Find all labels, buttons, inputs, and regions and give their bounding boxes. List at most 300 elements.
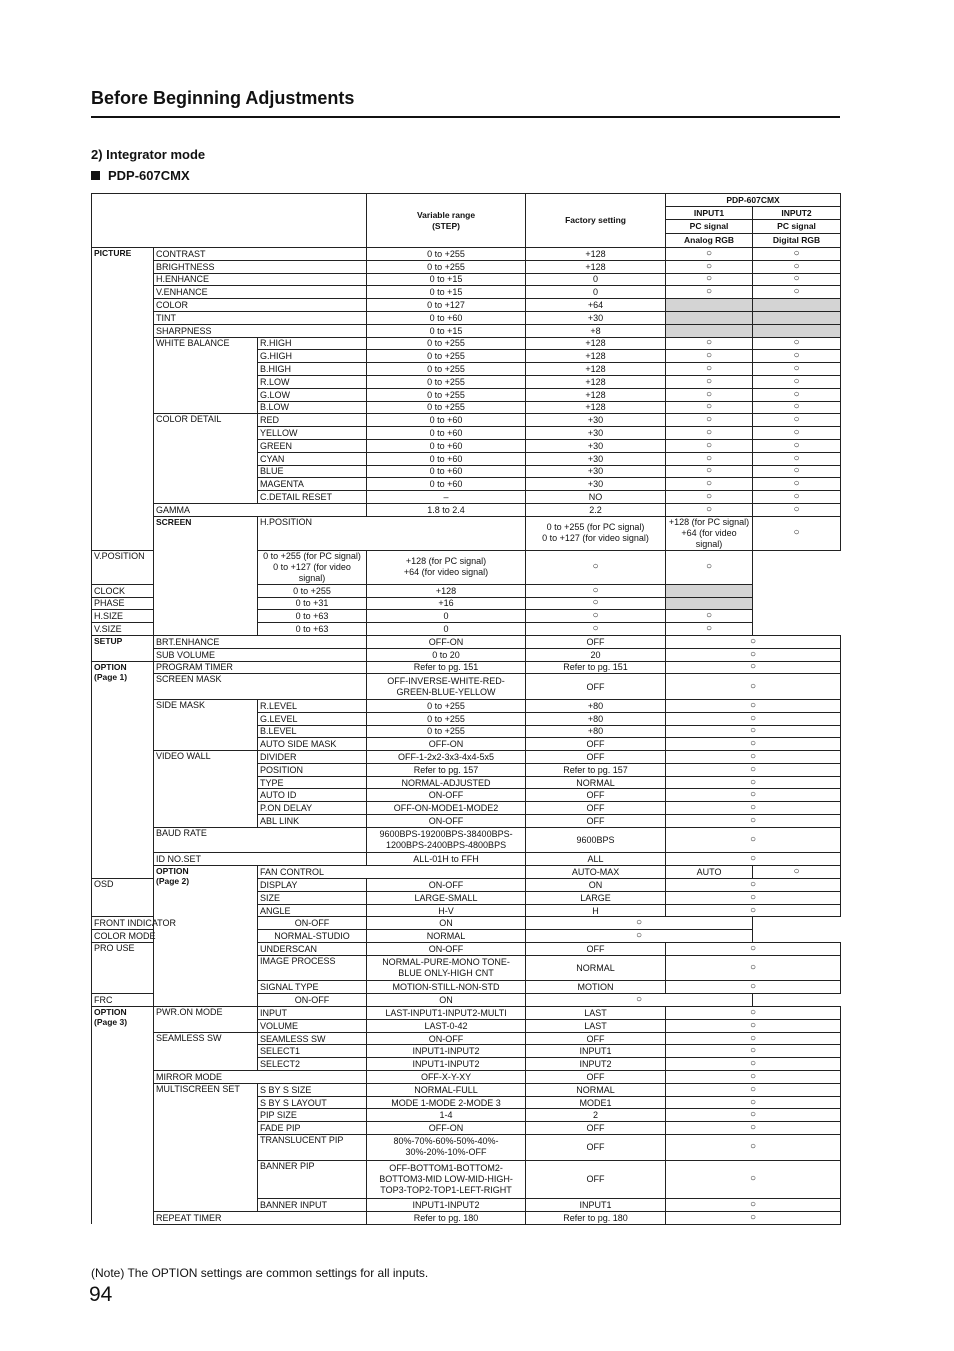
- setting-name: FADE PIP: [258, 1122, 367, 1135]
- setting-range: 0 to +15: [367, 324, 526, 337]
- setting-range: OFF-ON: [367, 1122, 526, 1135]
- setting-factory: +64: [526, 299, 666, 312]
- setting-group-seamless-sw: SEAMLESS SW: [154, 1032, 258, 1070]
- setting-range: 1-4: [367, 1109, 526, 1122]
- setting-group-side-mask: SIDE MASK: [154, 699, 258, 750]
- input1-circle-icon: ○: [666, 401, 753, 414]
- input1-circle-icon: ○: [666, 465, 753, 478]
- setting-group-pro-use: PRO USE: [92, 943, 154, 994]
- setting-range: 0 to +255: [367, 350, 526, 363]
- input2-circle-icon: ○: [753, 503, 841, 516]
- setting-group-video-wall: VIDEO WALL: [154, 751, 258, 828]
- setting-factory: LAST: [526, 1007, 666, 1020]
- setting-range: NORMAL-FULL: [367, 1083, 526, 1096]
- setting-factory: OFF: [526, 635, 666, 648]
- setting-range: 0 to +60: [367, 452, 526, 465]
- setting-range: ON-OFF: [367, 879, 526, 892]
- setting-factory: +80: [526, 725, 666, 738]
- setting-range: 0 to +255: [367, 337, 526, 350]
- setting-name: SUB VOLUME: [154, 648, 367, 661]
- table-row: [92, 917, 841, 930]
- input2-circle-icon: ○: [753, 414, 841, 427]
- setting-factory: +30: [526, 439, 666, 452]
- setting-factory: MODE1: [526, 1096, 666, 1109]
- input2-circle-icon: ○: [753, 427, 841, 440]
- setting-factory: +128: [526, 260, 666, 273]
- setting-range: 0 to 20: [367, 648, 526, 661]
- setting-name: V.POSITION: [92, 550, 258, 584]
- setting-factory: LAST: [526, 1019, 666, 1032]
- input1-circle-icon: ○: [666, 478, 753, 491]
- setting-group-color-detail: COLOR DETAIL: [154, 414, 258, 504]
- setting-range: 0 to +255: [367, 725, 526, 738]
- setting-group-multiscreen-set: MULTISCREEN SET: [154, 1083, 258, 1211]
- common-circle-icon: ○: [666, 1096, 841, 1109]
- setting-range: 80%-70%-60%-50%-40%- 30%-20%-10%-OFF: [367, 1135, 526, 1161]
- setting-range: ON-OFF: [367, 1032, 526, 1045]
- table-row: [92, 930, 841, 943]
- setting-factory: OFF: [526, 674, 666, 700]
- setting-factory: +128 (for PC signal) +64 (for video signal): [367, 550, 526, 584]
- common-circle-icon: ○: [666, 738, 841, 751]
- setting-range: Refer to pg. 151: [367, 661, 526, 674]
- setting-name: UNDERSCAN: [258, 943, 367, 956]
- setting-name: C.DETAIL RESET: [258, 491, 367, 504]
- setting-factory: +128: [526, 248, 666, 261]
- setting-factory: +30: [526, 311, 666, 324]
- input2-circle-icon: ○: [753, 452, 841, 465]
- setting-factory: +128 (for PC signal) +64 (for video signal): [666, 516, 753, 550]
- setting-factory: ON: [367, 994, 526, 1007]
- input1-circle-icon: ○: [666, 388, 753, 401]
- common-circle-icon: ○: [666, 699, 841, 712]
- setting-group-white-balance: WHITE BALANCE: [154, 337, 258, 414]
- input2-unavailable: [753, 299, 841, 312]
- setting-range: 0 to +63: [258, 610, 367, 623]
- common-circle-icon: ○: [526, 994, 753, 1007]
- common-circle-icon: ○: [666, 1083, 841, 1096]
- setting-range: 0 to +255: [367, 375, 526, 388]
- setting-factory: INPUT1: [526, 1198, 666, 1211]
- table-row: [92, 516, 841, 550]
- setting-range: 0 to +60: [367, 311, 526, 324]
- common-circle-icon: ○: [666, 1109, 841, 1122]
- header-variable-range: Variable range (STEP): [367, 194, 526, 248]
- common-circle-icon: ○: [666, 955, 841, 981]
- setting-factory: +128: [526, 401, 666, 414]
- setting-factory: AUTO: [666, 866, 753, 879]
- input1-circle-icon: ○: [666, 503, 753, 516]
- footnote: (Note) The OPTION settings are common settings for all inputs.: [91, 1266, 429, 1280]
- setting-factory: 0: [526, 286, 666, 299]
- table-row: [92, 751, 841, 764]
- setting-name: POSITION: [258, 763, 367, 776]
- setting-name: G.LOW: [258, 388, 367, 401]
- setting-range: 0 to +255 (for PC signal) 0 to +127 (for video signal): [526, 516, 666, 550]
- table-row: [92, 610, 841, 623]
- setting-factory: NORMAL: [526, 776, 666, 789]
- common-circle-icon: ○: [666, 725, 841, 738]
- setting-factory: +128: [526, 363, 666, 376]
- setting-name: PROGRAM TIMER: [154, 661, 367, 674]
- setting-factory: ON: [367, 917, 526, 930]
- setting-range: OFF-ON: [367, 635, 526, 648]
- setting-name: G.LEVEL: [258, 712, 367, 725]
- common-circle-icon: ○: [666, 674, 841, 700]
- setting-name: P.ON DELAY: [258, 802, 367, 815]
- table-row: [92, 1032, 841, 1045]
- table-row: [92, 648, 841, 661]
- setting-name: COLOR: [154, 299, 367, 312]
- setting-factory: OFF: [526, 751, 666, 764]
- setting-range: INPUT1-INPUT2: [367, 1198, 526, 1211]
- setting-name: AUTO ID: [258, 789, 367, 802]
- input2-circle-icon: ○: [753, 465, 841, 478]
- setting-name: H.POSITION: [258, 516, 526, 550]
- setting-name: G.HIGH: [258, 350, 367, 363]
- setting-factory: OFF: [526, 1071, 666, 1084]
- setting-range: LAST-INPUT1-INPUT2-MULTI: [367, 1007, 526, 1020]
- setting-name: SIZE: [258, 891, 367, 904]
- setting-name: MAGENTA: [258, 478, 367, 491]
- setting-factory: +30: [526, 478, 666, 491]
- setting-name: CYAN: [258, 452, 367, 465]
- common-circle-icon: ○: [666, 648, 841, 661]
- input1-circle-icon: ○: [526, 597, 666, 610]
- input2-circle-icon: ○: [753, 337, 841, 350]
- settings-table: [91, 193, 841, 1225]
- input1-circle-icon: ○: [666, 375, 753, 388]
- input2-unavailable: [753, 311, 841, 324]
- common-circle-icon: ○: [666, 1198, 841, 1211]
- setting-range: 0 to +127: [367, 299, 526, 312]
- setting-range: Refer to pg. 180: [367, 1211, 526, 1224]
- table-row: [92, 550, 841, 584]
- input1-circle-icon: ○: [526, 610, 666, 623]
- setting-name: DIVIDER: [258, 751, 367, 764]
- setting-name: COLOR MODE: [92, 930, 258, 943]
- table-row: [92, 635, 841, 648]
- input2-circle-icon: ○: [666, 550, 753, 584]
- setting-range: NORMAL-PURE-MONO TONE- BLUE ONLY-HIGH CNT: [367, 955, 526, 981]
- common-circle-icon: ○: [666, 635, 841, 648]
- setting-factory: +128: [526, 337, 666, 350]
- setting-range: 0 to +255: [258, 584, 367, 597]
- setting-factory: OFF: [526, 943, 666, 956]
- setting-range: ALL-01H to FFH: [367, 853, 526, 866]
- setting-range: 0 to +60: [367, 427, 526, 440]
- input2-circle-icon: ○: [753, 286, 841, 299]
- group-option-page1: OPTION (Page 1): [92, 661, 154, 879]
- input2-unavailable: [666, 584, 753, 597]
- setting-range: LAST-0-42: [367, 1019, 526, 1032]
- table-row: [92, 661, 841, 674]
- table-row: [92, 699, 841, 712]
- table-row: [92, 994, 841, 1007]
- input1-circle-icon: ○: [666, 491, 753, 504]
- setting-factory: +80: [526, 699, 666, 712]
- setting-name: ID NO.SET: [154, 853, 367, 866]
- common-circle-icon: ○: [666, 1058, 841, 1071]
- common-circle-icon: ○: [526, 917, 753, 930]
- setting-factory: 0: [526, 273, 666, 286]
- setting-range: 0 to +255: [367, 363, 526, 376]
- setting-name: GAMMA: [154, 503, 367, 516]
- setting-factory: NORMAL: [367, 930, 526, 943]
- setting-factory: +30: [526, 452, 666, 465]
- model-label: [91, 168, 190, 183]
- setting-range: OFF-ON-MODE1-MODE2: [367, 802, 526, 815]
- setting-name: ANGLE: [258, 904, 367, 917]
- setting-factory: +128: [526, 375, 666, 388]
- input1-circle-icon: ○: [526, 584, 666, 597]
- setting-factory: +30: [526, 465, 666, 478]
- setting-range: MOTION-STILL-NON-STD: [367, 981, 526, 994]
- input1-circle-icon: ○: [666, 414, 753, 427]
- setting-name: SCREEN MASK: [154, 674, 367, 700]
- common-circle-icon: ○: [666, 1071, 841, 1084]
- setting-name: SELECT2: [258, 1058, 367, 1071]
- common-circle-icon: ○: [666, 661, 841, 674]
- common-circle-icon: ○: [666, 1007, 841, 1020]
- common-circle-icon: ○: [666, 1135, 841, 1161]
- setting-name: MIRROR MODE: [154, 1071, 367, 1084]
- setting-factory: 2: [526, 1109, 666, 1122]
- setting-range: OFF-X-Y-XY: [367, 1071, 526, 1084]
- common-circle-icon: ○: [666, 827, 841, 853]
- setting-factory: NORMAL: [526, 955, 666, 981]
- setting-factory: ON: [526, 879, 666, 892]
- setting-factory: LARGE: [526, 891, 666, 904]
- table-row: [92, 1071, 841, 1084]
- setting-name: BAUD RATE: [154, 827, 367, 853]
- setting-range: MODE 1-MODE 2-MODE 3: [367, 1096, 526, 1109]
- common-circle-icon: ○: [666, 1122, 841, 1135]
- table-row: [92, 853, 841, 866]
- table-row: [92, 414, 841, 427]
- table-row: [92, 827, 841, 853]
- setting-name: DISPLAY: [258, 879, 367, 892]
- setting-factory: NORMAL: [526, 1083, 666, 1096]
- table-row: [92, 1083, 841, 1096]
- setting-factory: 0: [367, 623, 526, 636]
- setting-factory: +30: [526, 414, 666, 427]
- setting-name: CLOCK: [92, 584, 258, 597]
- header-input2-type: Digital RGB: [753, 234, 841, 248]
- setting-name: BRIGHTNESS: [154, 260, 367, 273]
- setting-name: BANNER PIP: [258, 1160, 367, 1198]
- setting-factory: +80: [526, 712, 666, 725]
- setting-factory: +30: [526, 427, 666, 440]
- common-circle-icon: ○: [666, 853, 841, 866]
- setting-range: OFF-BOTTOM1-BOTTOM2- BOTTOM3-MID LOW-MID-HIGH- TOP3-TOP2-TOP1-LEFT-RIGHT: [367, 1160, 526, 1198]
- setting-factory: OFF: [526, 1122, 666, 1135]
- setting-range: 1.8 to 2.4: [367, 503, 526, 516]
- setting-range: NORMAL-ADJUSTED: [367, 776, 526, 789]
- setting-factory: OFF: [526, 815, 666, 828]
- input2-circle-icon: ○: [753, 248, 841, 261]
- setting-name: BRT.ENHANCE: [154, 635, 367, 648]
- setting-name: H.SIZE: [92, 610, 258, 623]
- setting-factory: +8: [526, 324, 666, 337]
- setting-factory: OFF: [526, 1160, 666, 1198]
- setting-range: 0 to +60: [367, 414, 526, 427]
- common-circle-icon: ○: [666, 802, 841, 815]
- input1-circle-icon: ○: [666, 439, 753, 452]
- common-circle-icon: ○: [666, 751, 841, 764]
- setting-range: 9600BPS-19200BPS-38400BPS- 1200BPS-2400BPS-4800BPS: [367, 827, 526, 853]
- setting-range: 0 to +63: [258, 623, 367, 636]
- setting-group-pwr-on-mode: PWR.ON MODE: [154, 1007, 258, 1033]
- setting-range: 0 to +255: [367, 712, 526, 725]
- setting-factory: +128: [367, 584, 526, 597]
- input2-circle-icon: ○: [753, 375, 841, 388]
- input1-unavailable: [666, 324, 753, 337]
- table-row: [92, 299, 841, 312]
- common-circle-icon: ○: [666, 776, 841, 789]
- common-circle-icon: ○: [666, 1160, 841, 1198]
- setting-name: V.ENHANCE: [154, 286, 367, 299]
- setting-range: ON-OFF: [258, 917, 367, 930]
- common-circle-icon: ○: [753, 866, 841, 879]
- header-model: PDP-607CMX: [666, 194, 841, 207]
- input2-circle-icon: ○: [753, 273, 841, 286]
- setting-range: Refer to pg. 157: [367, 763, 526, 776]
- setting-range: 0 to +31: [258, 597, 367, 610]
- input2-unavailable: [666, 597, 753, 610]
- input1-circle-icon: ○: [526, 550, 666, 584]
- setting-name: R.HIGH: [258, 337, 367, 350]
- setting-range: H-V: [367, 904, 526, 917]
- common-circle-icon: ○: [666, 763, 841, 776]
- setting-name: BANNER INPUT: [258, 1198, 367, 1211]
- title-divider: [91, 116, 840, 118]
- setting-name: S BY S SIZE: [258, 1083, 367, 1096]
- setting-name: FRC: [92, 994, 258, 1007]
- header-factory-setting: Factory setting: [526, 194, 666, 248]
- setting-factory: 20: [526, 648, 666, 661]
- setting-name: REPEAT TIMER: [154, 1211, 367, 1224]
- setting-name: TRANSLUCENT PIP: [258, 1135, 367, 1161]
- input2-unavailable: [753, 324, 841, 337]
- setting-range: 0 to +255: [367, 248, 526, 261]
- header-input2: INPUT2: [753, 207, 841, 220]
- setting-factory: Refer to pg. 157: [526, 763, 666, 776]
- setting-range: OFF-ON: [367, 738, 526, 751]
- input1-circle-icon: ○: [753, 516, 841, 550]
- setting-factory: 2.2: [526, 503, 666, 516]
- common-circle-icon: ○: [666, 943, 841, 956]
- setting-factory: OFF: [526, 1135, 666, 1161]
- setting-range: 0 to +255: [367, 699, 526, 712]
- setting-name: BLUE: [258, 465, 367, 478]
- table-row: [92, 1007, 841, 1020]
- setting-range: NORMAL-STUDIO: [258, 930, 367, 943]
- setting-factory: 0: [367, 610, 526, 623]
- table-row: [92, 597, 841, 610]
- table-row: [92, 311, 841, 324]
- input1-circle-icon: ○: [526, 623, 666, 636]
- table-row: [92, 286, 841, 299]
- input1-circle-icon: ○: [666, 452, 753, 465]
- setting-factory: OFF: [526, 789, 666, 802]
- input2-circle-icon: ○: [753, 478, 841, 491]
- setting-name: B.LOW: [258, 401, 367, 414]
- setting-name: S BY S LAYOUT: [258, 1096, 367, 1109]
- setting-range: 0 to +60: [367, 465, 526, 478]
- setting-factory: OFF: [526, 738, 666, 751]
- input2-circle-icon: ○: [666, 623, 753, 636]
- setting-factory: ALL: [526, 853, 666, 866]
- input2-circle-icon: ○: [753, 388, 841, 401]
- setting-range: ON-OFF: [367, 789, 526, 802]
- table-row: [92, 324, 841, 337]
- common-circle-icon: ○: [666, 879, 841, 892]
- setting-range: 0 to +60: [367, 478, 526, 491]
- input1-circle-icon: ○: [666, 350, 753, 363]
- group-setup: SETUP: [92, 635, 154, 661]
- input1-circle-icon: ○: [666, 260, 753, 273]
- setting-name: SELECT1: [258, 1045, 367, 1058]
- input1-circle-icon: ○: [666, 427, 753, 440]
- page-title: Before Beginning Adjustments: [91, 88, 355, 108]
- setting-factory: 9600BPS: [526, 827, 666, 853]
- square-bullet-icon: [91, 171, 100, 180]
- setting-name: VOLUME: [258, 1019, 367, 1032]
- common-circle-icon: ○: [666, 904, 841, 917]
- table-row: [92, 503, 841, 516]
- input1-circle-icon: ○: [666, 363, 753, 376]
- setting-name: H.ENHANCE: [154, 273, 367, 286]
- setting-name: INPUT: [258, 1007, 367, 1020]
- common-circle-icon: ○: [666, 1019, 841, 1032]
- setting-factory: +128: [526, 350, 666, 363]
- header-input1-signal: PC signal: [666, 220, 753, 234]
- setting-factory: H: [526, 904, 666, 917]
- group-picture: PICTURE: [92, 248, 154, 551]
- common-circle-icon: ○: [666, 712, 841, 725]
- setting-name: CONTRAST: [154, 248, 367, 261]
- input1-circle-icon: ○: [666, 337, 753, 350]
- common-circle-icon: ○: [526, 930, 753, 943]
- common-circle-icon: ○: [666, 789, 841, 802]
- setting-factory: INPUT1: [526, 1045, 666, 1058]
- setting-factory: +16: [367, 597, 526, 610]
- setting-range: 0 to +15: [367, 286, 526, 299]
- header-input1: INPUT1: [666, 207, 753, 220]
- setting-factory: +128: [526, 388, 666, 401]
- table-row: [92, 623, 841, 636]
- setting-name: FRONT INDICATOR: [92, 917, 258, 930]
- setting-name: SEAMLESS SW: [258, 1032, 367, 1045]
- setting-range: ON-OFF: [258, 994, 367, 1007]
- setting-range: 0 to +60: [367, 439, 526, 452]
- setting-range: OFF-1-2x2-3x3-4x4-5x5: [367, 751, 526, 764]
- input1-circle-icon: ○: [666, 286, 753, 299]
- common-circle-icon: ○: [666, 1045, 841, 1058]
- header-blank: [92, 194, 367, 248]
- setting-name: PIP SIZE: [258, 1109, 367, 1122]
- section-label: 2) Integrator mode: [91, 147, 206, 162]
- common-circle-icon: ○: [666, 981, 841, 994]
- common-circle-icon: ○: [666, 1032, 841, 1045]
- setting-name: TINT: [154, 311, 367, 324]
- setting-factory: MOTION: [526, 981, 666, 994]
- setting-range: INPUT1-INPUT2: [367, 1045, 526, 1058]
- setting-name: TYPE: [258, 776, 367, 789]
- setting-name: SIGNAL TYPE: [258, 981, 367, 994]
- header-input1-type: Analog RGB: [666, 234, 753, 248]
